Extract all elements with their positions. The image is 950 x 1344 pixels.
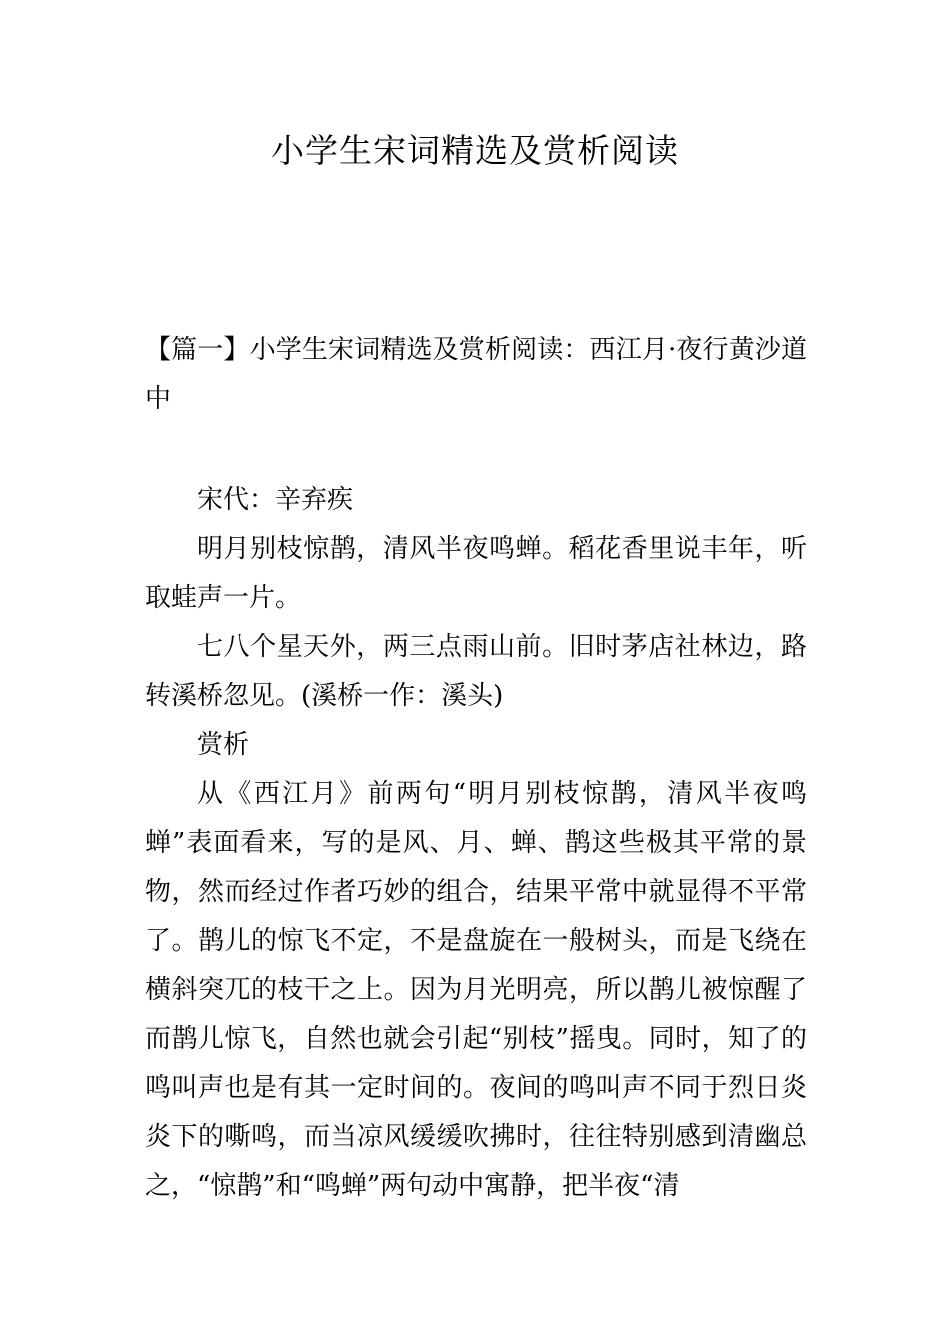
poem-stanza-2: 七八个星天外，两三点雨山前。旧时茅店社林边，路转溪桥忽见。(溪桥一作：溪头) (145, 632, 807, 711)
poem-body (145, 525, 807, 1211)
section-heading: 【篇一】小学生宋词精选及赏析阅读：西江月·夜行黄沙道中 (145, 335, 807, 414)
poem-stanza-1: 明月别枝惊鹊，清风半夜鸣蝉。稻花香里说丰年，听取蛙声一片。 (145, 534, 807, 613)
analysis-label: 赏析 (197, 730, 250, 760)
document-title: 小学生宋词精选及赏析阅读 (271, 131, 679, 170)
analysis-paragraph: 从《西江月》前两句“明月别枝惊鹊，清风半夜鸣蝉”表面看来，写的是风、月、蝉、鹊这些极其平常的景物，然而经过作者巧妙的组合，结果平常中就显得不平常了。鹊儿的惊飞不定，不是盘旋在一般树头，而是飞绕在横斜突兀的枝干之上。因为月光明亮，所以鹊儿被惊醒了而鹊儿惊飞，自然也就会引起“别枝”摇曳。同时，知了的鸣叫声也是有其一定时间的。夜间的鸣叫声不同于烈日炎炎下的嘶鸣，而当凉风缓缓吹拂时，往往特别感到清幽总之，“惊鹊”和“鸣蝉”两句动中寓静，把半夜“清 (145, 779, 807, 1201)
author-line: 宋代：辛弃疾 (197, 485, 354, 515)
